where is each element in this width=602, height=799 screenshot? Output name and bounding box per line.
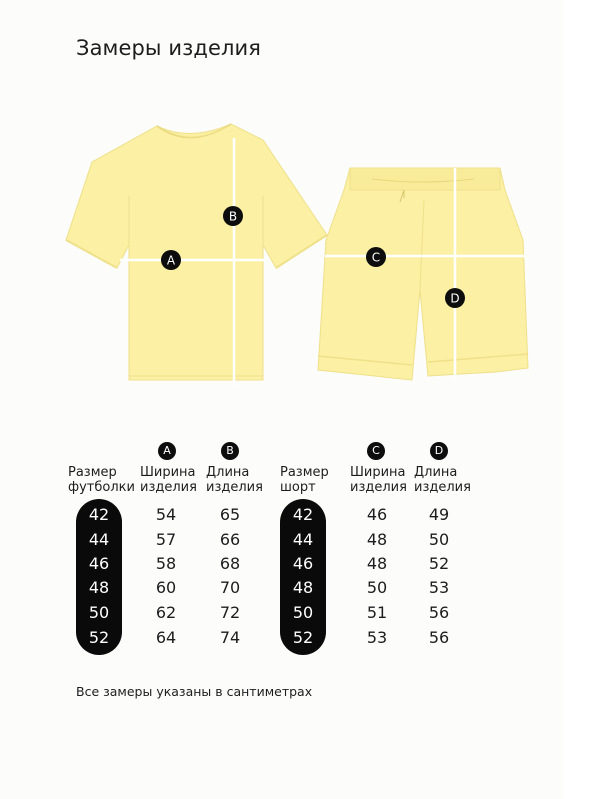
size-cell: 42 bbox=[292, 505, 314, 524]
size-cell: 52 bbox=[88, 628, 110, 647]
header-line: Ширина bbox=[140, 465, 196, 480]
length-cell: 68 bbox=[219, 554, 241, 573]
size-cell: 50 bbox=[292, 603, 314, 622]
header-line: изделия bbox=[140, 480, 197, 495]
svg-text:C: C bbox=[371, 250, 381, 265]
shorts-col-c-header bbox=[350, 465, 407, 495]
tshirt-size-header bbox=[68, 465, 135, 495]
page-title: Замеры изделия bbox=[76, 36, 262, 60]
header-line: изделия bbox=[206, 480, 263, 495]
marker-a bbox=[161, 250, 181, 270]
shorts-col-d-header bbox=[414, 465, 471, 495]
width-cell: 51 bbox=[366, 603, 388, 622]
header-line: Длина bbox=[206, 465, 250, 480]
size-cell: 44 bbox=[88, 530, 110, 549]
garment-illustrations bbox=[0, 0, 563, 420]
size-cell: 52 bbox=[292, 628, 314, 647]
width-cell: 62 bbox=[155, 603, 177, 622]
width-cell: 48 bbox=[366, 530, 388, 549]
marker-d bbox=[445, 288, 465, 308]
marker-d-badge: D bbox=[430, 442, 448, 460]
shorts-illustration bbox=[318, 168, 528, 380]
marker-b bbox=[223, 206, 243, 226]
length-cell: 56 bbox=[428, 603, 450, 622]
length-cell: 72 bbox=[219, 603, 241, 622]
width-cell: 54 bbox=[155, 505, 177, 524]
width-cell: 53 bbox=[366, 628, 388, 647]
length-cell: 49 bbox=[428, 505, 450, 524]
marker-c-badge: C bbox=[367, 442, 385, 460]
tshirt-col-b-header bbox=[206, 465, 263, 495]
size-cell: 48 bbox=[292, 578, 314, 597]
units-footnote: Все замеры указаны в сантиметрах bbox=[76, 684, 313, 699]
size-cell: 46 bbox=[292, 554, 314, 573]
size-cell: 44 bbox=[292, 530, 314, 549]
header-line: футболки bbox=[68, 480, 135, 495]
marker-b-badge: B bbox=[221, 442, 239, 460]
length-cell: 74 bbox=[219, 628, 241, 647]
marker-a-badge: A bbox=[158, 442, 176, 460]
width-cell: 64 bbox=[155, 628, 177, 647]
header-line: Ширина bbox=[350, 465, 406, 480]
width-cell: 50 bbox=[366, 578, 388, 597]
width-cell: 48 bbox=[366, 554, 388, 573]
length-cell: 66 bbox=[219, 530, 241, 549]
size-cell: 46 bbox=[88, 554, 110, 573]
width-cell: 60 bbox=[155, 578, 177, 597]
header-line: изделия bbox=[414, 480, 471, 495]
shorts-size-header bbox=[280, 465, 329, 495]
tshirt-illustration bbox=[66, 124, 327, 380]
svg-text:D: D bbox=[450, 291, 460, 306]
width-cell: 57 bbox=[155, 530, 177, 549]
length-cell: 53 bbox=[428, 578, 450, 597]
length-cell: 56 bbox=[428, 628, 450, 647]
tshirt-col-a-header bbox=[140, 465, 197, 495]
width-cell: 58 bbox=[155, 554, 177, 573]
length-cell: 52 bbox=[428, 554, 450, 573]
length-cell: 65 bbox=[219, 505, 241, 524]
size-cell: 48 bbox=[88, 578, 110, 597]
page-margin bbox=[563, 0, 602, 799]
size-cell: 42 bbox=[88, 505, 110, 524]
marker-c bbox=[366, 247, 386, 267]
svg-text:B: B bbox=[228, 209, 238, 224]
length-cell: 70 bbox=[219, 578, 241, 597]
header-line: шорт bbox=[280, 480, 316, 495]
width-cell: 46 bbox=[366, 505, 388, 524]
header-line: изделия bbox=[350, 480, 407, 495]
header-line: Размер bbox=[68, 465, 117, 480]
svg-text:A: A bbox=[166, 253, 176, 268]
size-cell: 50 bbox=[88, 603, 110, 622]
length-cell: 50 bbox=[428, 530, 450, 549]
header-line: Размер bbox=[280, 465, 329, 480]
header-line: Длина bbox=[414, 465, 458, 480]
